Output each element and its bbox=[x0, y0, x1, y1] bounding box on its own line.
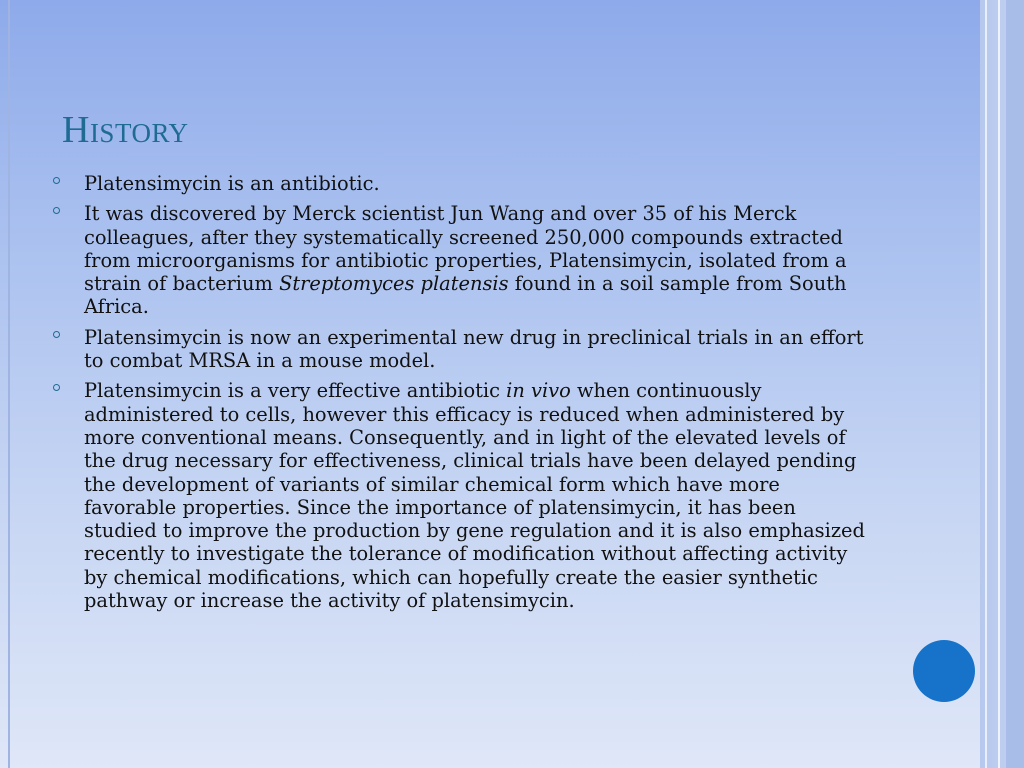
hollow-circle-bullet-icon bbox=[53, 384, 60, 391]
bullet-item bbox=[52, 379, 872, 612]
bullet-item bbox=[52, 326, 872, 373]
slide-title: History bbox=[62, 109, 189, 151]
right-decorative-line bbox=[985, 0, 987, 768]
left-border-line bbox=[8, 0, 10, 768]
bullet-item bbox=[52, 172, 872, 195]
bullet-text-italic: Streptomyces platensis bbox=[279, 272, 509, 296]
circle-ornament-icon bbox=[913, 640, 975, 702]
hollow-circle-bullet-icon bbox=[53, 177, 60, 184]
bullet-text: It was discovered by Merck scientist Jun Wang and over 35 of his Merck colleagues, after they systematically screened 250,000 compounds extracted from microorganisms for antibiotic properties, Platensimycin, isolated from a strain of bacterium bbox=[84, 202, 847, 296]
bullet-item bbox=[52, 202, 872, 318]
bullet-text-italic: in vivo bbox=[506, 379, 571, 403]
bullet-list bbox=[52, 172, 872, 619]
hollow-circle-bullet-icon bbox=[53, 207, 60, 214]
right-decorative-strip bbox=[1006, 0, 1024, 768]
right-decorative-line bbox=[998, 0, 1000, 768]
bullet-text: found in a soil sample from South Africa. bbox=[84, 272, 847, 319]
bullet-text: Platensimycin is now an experimental new drug in preclinical trials in an effort to combat MRSA in a mouse model. bbox=[84, 325, 864, 373]
hollow-circle-bullet-icon bbox=[53, 331, 60, 338]
bullet-text: Platensimycin is a very effective antibiotic bbox=[84, 379, 507, 403]
bullet-text: when continuously administered to cells, however this efficacy is reduced when administered by more conventional means. Consequently, and in light of the elevated levels of the drug necessary for effectiveness, clinical trials have been delayed pending the development of variants of similar chemical form which have more favorable properties. Since the importance of platensimycin, it has been studied to improve the production by gene regulation and it is also emphasized recently to investigate the tolerance of modification without affecting activity by chemical modifications, which can hopefully create the easier synthetic pathway or increase the activity of platensimycin. bbox=[84, 379, 865, 613]
bullet-text: Platensimycin is an antibiotic. bbox=[84, 172, 380, 195]
